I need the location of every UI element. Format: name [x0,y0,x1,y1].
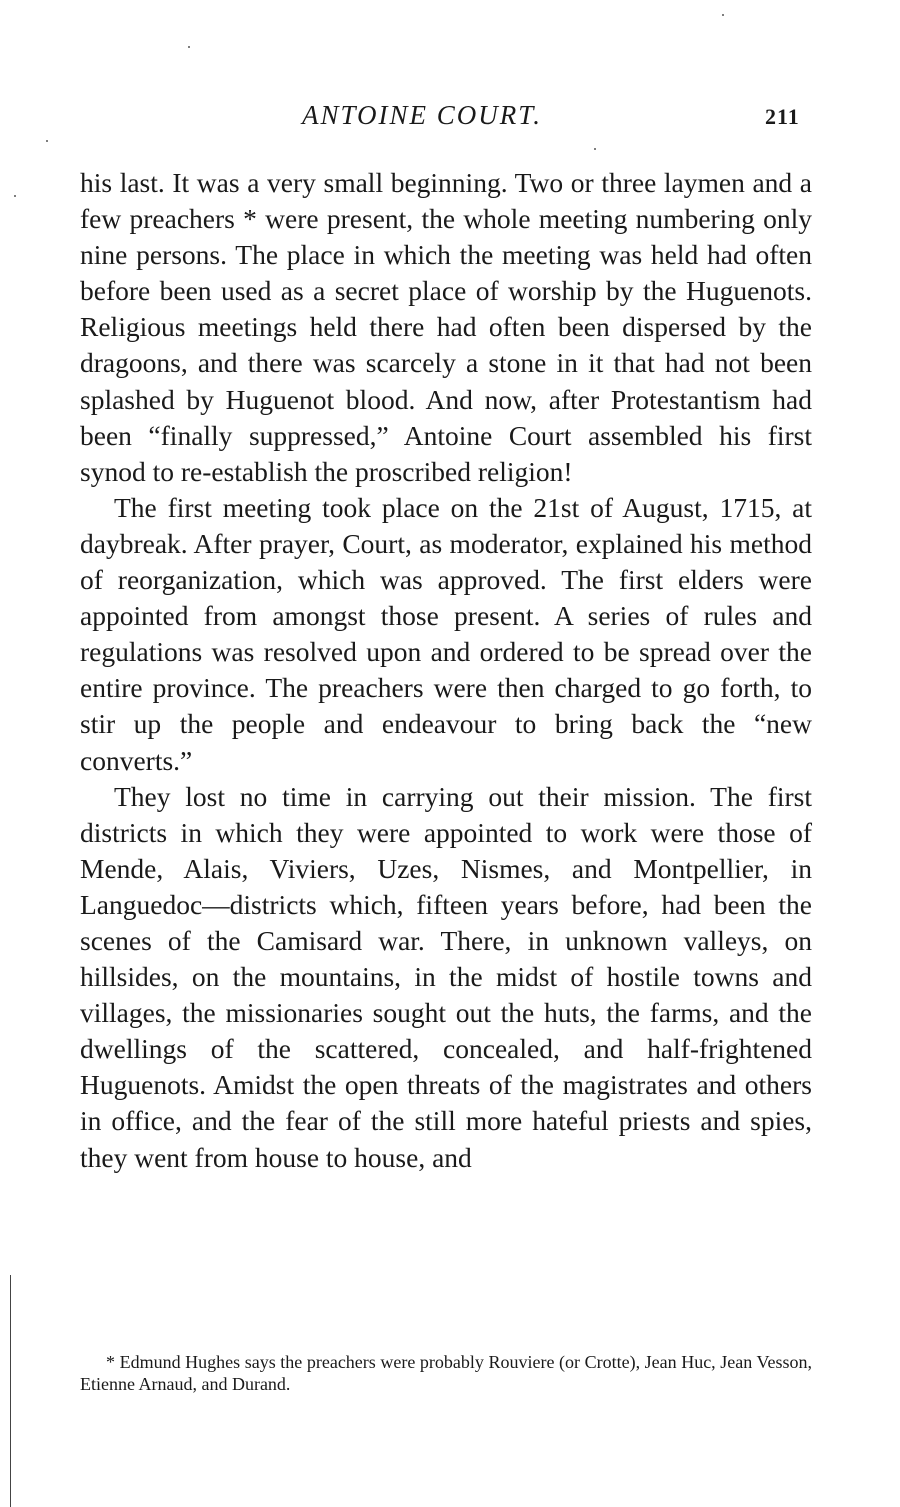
scan-speck [46,140,48,142]
page-number: 211 [765,104,800,129]
scan-speck [722,14,724,16]
paragraph-continued: his last. It was a very small beginning. Two or three laymen and a few preachers * were present, the whole meeting numbering only nine persons. The place in which the meeting was held had often before been used as a secret place of worship by the Huguenots. Religious meetings held there had often been dispersed by the dragoons, and there was scarcely a stone in it that had not been splashed by Huguenot blood. And now, after Protestantism had been “finally suppressed,” Antoine Court assembled his first synod to re-establish the proscribed religion! [80,167,812,487]
running-title: ANTOINE COURT. [302,100,543,130]
paragraph: They lost no time in carrying out their mission. The first districts in which they were appointed to work were those of Mende, Alais, Viviers, Uzes, Nismes, and Montpellier, in Languedoc—districts which, fifteen years before, had been the scenes of the Camisard war. There, in unknown valleys, on hillsides, on the mountains, in the midst of hostile towns and villages, the missionaries sought out the huts, the farms, and the dwellings of the scattered, concealed, and half-frightened Huguenots. Amidst the open threats of the magistrates and others in office, and the fear of the still more hateful priests and spies, they went from house to house, and [80,780,812,1173]
footnote [80,1351,812,1395]
scan-speck [188,46,190,48]
scan-speck [594,148,596,150]
scan-speck [14,195,16,197]
running-head [0,100,900,140]
scan-margin-line [10,1275,11,1507]
footnote-text: * Edmund Hughes says the preachers were probably Rouviere (or Crotte), Jean Huc, Jean Vesson, Etienne Arnaud, and Durand. [80,1352,812,1394]
body-text [80,165,812,1176]
paragraph: The first meeting took place on the 21st of August, 1715, at daybreak. After prayer, Court, as moderator, explained his method of reorganization, which was approved. The first elders were appointed from amongst those present. A series of rules and regulations was resolved upon and ordered to be spread over the entire province. The preachers were then charged to go forth, to stir up the people and endeavour to bring back the “new converts.” [80,491,812,776]
